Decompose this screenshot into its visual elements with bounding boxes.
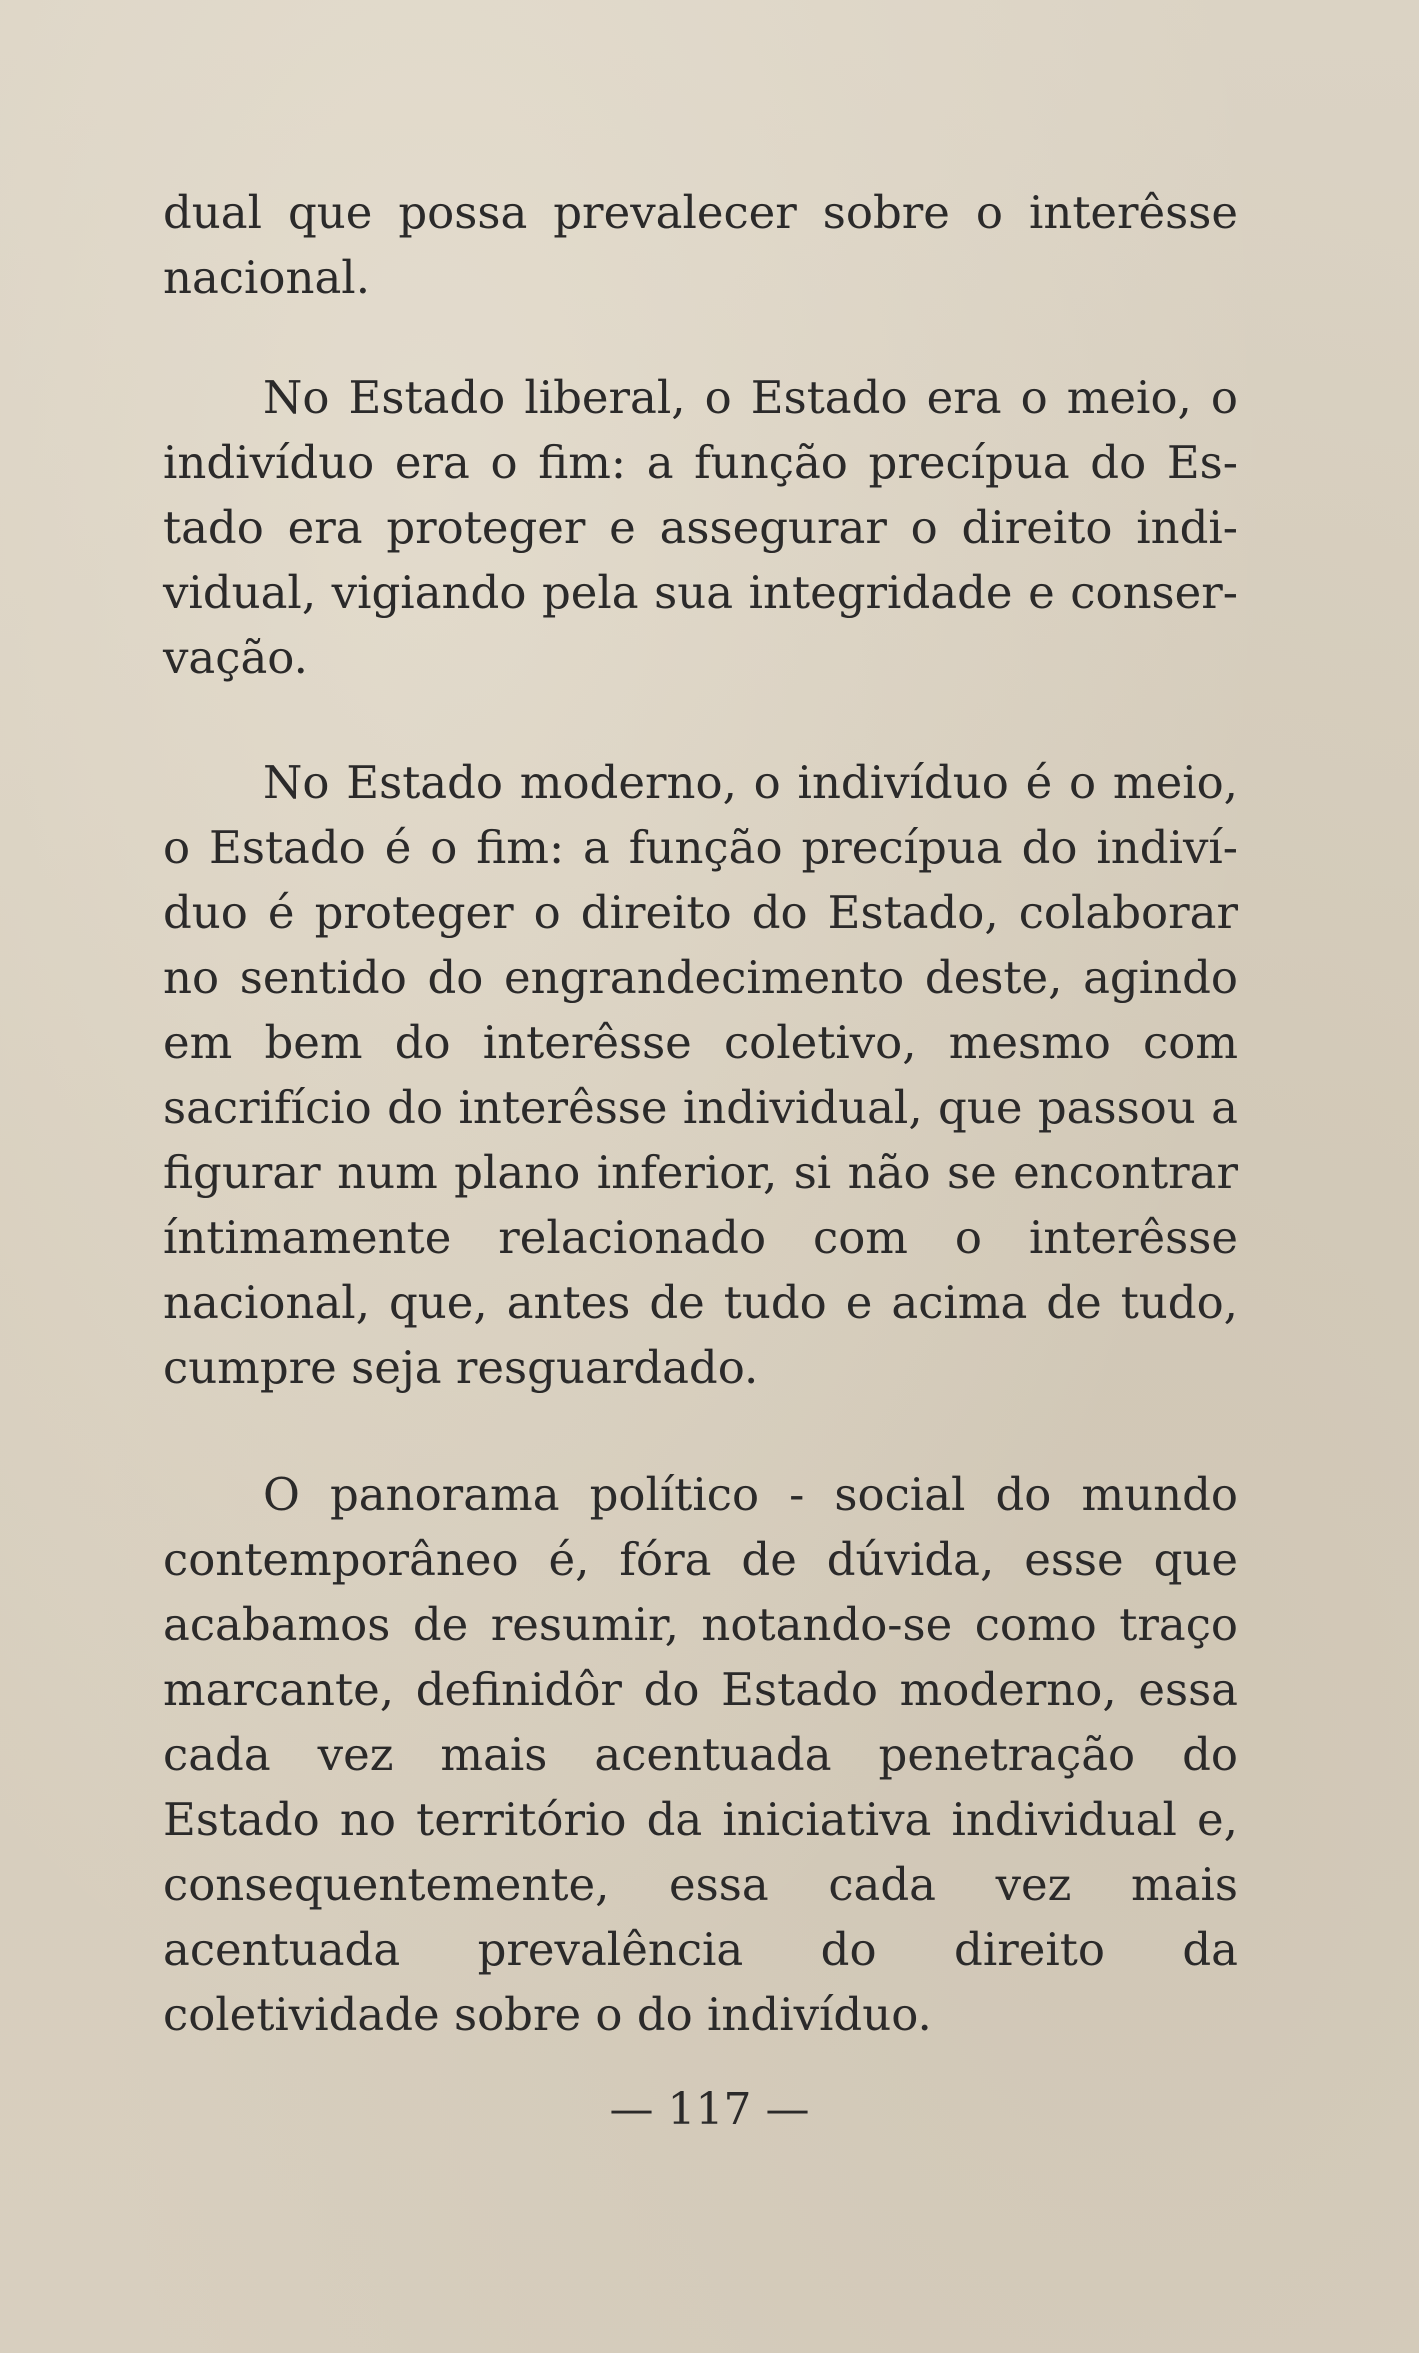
paragraph-liberal-state: No Estado liberal, o Estado era o meio, o indivíduo era o fim: a função precípua do Estado era proteger e assegurar o direito individual, vigiando pela sua integridade e conservação. [163, 371, 1238, 684]
paragraph-continuation: dual que possa prevalecer sobre o interêsse nacional. [163, 186, 1238, 304]
paragraph-political-panorama: O panorama político - social do mundo contemporâneo é, fóra de dúvida, esse que acabamos de resumir, notando-se como traço marcante, definidôr do Estado moderno, essa cada vez mais acentuada penetração do Estado no território da iniciativa individual e, consequentemente, essa cada vez mais acentuada prevalência do direito da coletividade sobre o do indivíduo. [163, 1468, 1238, 2041]
page-number: — 117 — [609, 2084, 810, 2135]
body-text [163, 180, 1238, 2047]
paragraph-modern-state: No Estado moderno, o indivíduo é o meio, o Estado é o fim: a função precípua do indivíduo é proteger o direito do Estado, colaborar no sentido do engrandecimento deste, agindo em bem do interêsse coletivo, mesmo com sacrifício do interêsse individual, que passou a figurar num plano inferior, si não se encontrar íntimamente relacionado com o interêsse nacional, que, antes de tudo e acima de tudo, cumpre seja resguardado. [163, 756, 1238, 1394]
